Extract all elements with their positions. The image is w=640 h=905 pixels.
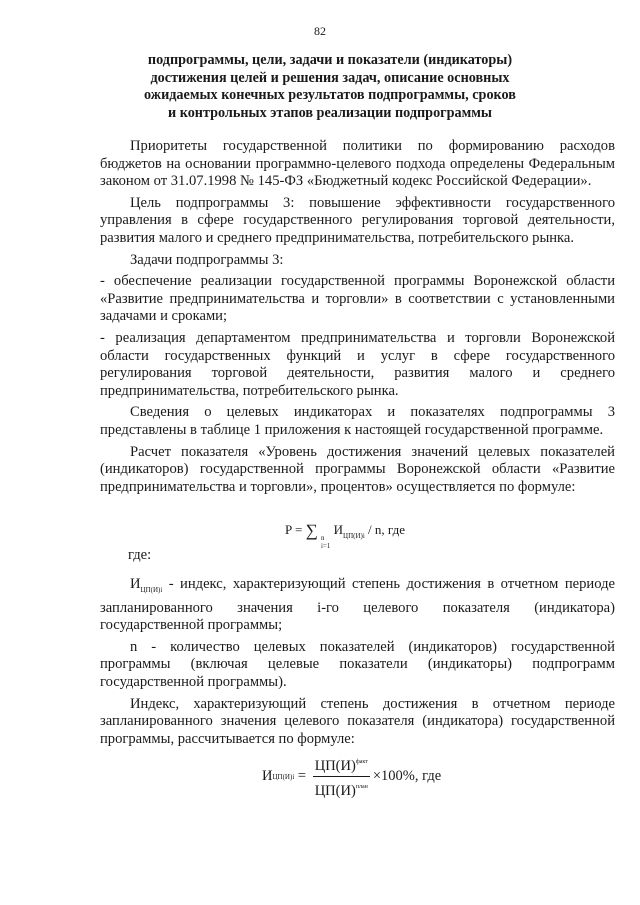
formula-lhs: P = bbox=[285, 522, 306, 537]
definition-symbol: n bbox=[130, 638, 138, 655]
paragraph-priorities: Приоритеты государственной политики по формированию расходов бюджетов на основании программно-целевого подхода определены Федеральным законом от 31.07.1998 № 145-ФЗ «Бюджетный кодекс Российской Федерации». bbox=[100, 138, 615, 190]
definition-symbol: И bbox=[130, 576, 141, 592]
definition-text: - количество целевых показателей (индикаторов) государственной программы (включая целевые показатели (индикаторы) подпрограмм государственной программы). bbox=[100, 638, 615, 690]
paragraph-goal: Цель подпрограммы 3: повышение эффективности государственного управления в сфере государственного регулирования торговой деятельности, развития малого и среднего предпринимательства, потребительского рынка. bbox=[100, 194, 615, 246]
fraction bbox=[313, 752, 370, 801]
denominator-sup: план bbox=[355, 784, 368, 790]
document-body bbox=[100, 138, 615, 500]
formula-index bbox=[262, 752, 441, 801]
formula2-eq: = bbox=[294, 768, 310, 784]
definition-symbol-sub: ЦП(И) bbox=[140, 586, 161, 594]
formula-term: И bbox=[333, 522, 344, 537]
sigma-symbol: ∑ bbox=[305, 521, 318, 540]
where-label: где: bbox=[128, 547, 152, 563]
paragraph-task-1: - обеспечение реализации государственной программы Воронежской области «Развитие предпринимательства и торговли» в соответствии с установленными задачами и сроками; bbox=[100, 273, 615, 325]
denominator-text: ЦП(И) bbox=[314, 783, 356, 799]
heading-line: достижения целей и решения задач, описание основных bbox=[150, 69, 510, 86]
section-heading bbox=[100, 52, 560, 122]
formula2-lhs-sub: ЦП(И) bbox=[272, 772, 293, 781]
definition-text: - индекс, характеризующий степень достижения в отчетном периоде запланированного значения i-го целевого показателя (индикатора) государственной программы; bbox=[100, 576, 615, 634]
formula2-lhs-idx: i bbox=[292, 772, 295, 781]
formula2-lhs: И bbox=[262, 768, 273, 784]
formula-rest: / n, где bbox=[368, 522, 405, 537]
fraction-numerator bbox=[313, 752, 370, 777]
sigma-limits bbox=[321, 534, 330, 550]
formula-term-sub: ЦП(И) bbox=[343, 532, 363, 540]
page-number: 82 bbox=[314, 24, 326, 38]
definition-index bbox=[100, 576, 615, 635]
numerator-sup: факт bbox=[355, 759, 368, 765]
numerator-text: ЦП(И) bbox=[314, 758, 356, 774]
paragraph-task-2: - реализация департаментом предпринимательства и торговли Воронежской области государственных функций и услуг в сфере государственного регулирования торговой деятельности, развития малого и среднего предпринимательства, потребительского рынка. bbox=[100, 329, 615, 399]
formula2-rest: ×100%, где bbox=[372, 768, 442, 784]
paragraph-indicators: Сведения о целевых индикаторах и показателях подпрограммы 3 представлены в таблице 1 приложения к настоящей государственной программе. bbox=[100, 404, 615, 438]
formula-term-idx: i bbox=[362, 532, 365, 540]
document-body-continued bbox=[100, 576, 615, 752]
heading-line: ожидаемых конечных результатов подпрограммы, сроков bbox=[144, 87, 516, 103]
sigma-upper: n bbox=[320, 534, 325, 542]
formula-sum bbox=[285, 521, 405, 550]
definition-symbol-idx: i bbox=[160, 586, 163, 594]
paragraph-index-formula: Индекс, характеризующий степень достижения в отчетном периоде запланированного значения целевого показателя (индикатора) государственной программы, рассчитывается по формуле: bbox=[100, 695, 615, 747]
definition-count bbox=[100, 639, 615, 692]
heading-line: подпрограммы, цели, задачи и показатели (индикаторы) bbox=[147, 52, 513, 68]
paragraph-tasks-title: Задачи подпрограммы 3: bbox=[130, 251, 284, 268]
fraction-denominator bbox=[313, 777, 370, 801]
sigma-lower: i=1 bbox=[320, 542, 331, 550]
heading-line: и контрольных этапов реализации подпрограммы bbox=[167, 104, 492, 121]
paragraph-calculation: Расчет показателя «Уровень достижения значений целевых показателей (индикаторов) государственной программы Воронежской области «Развитие предпринимательства и торговли», процентов» осуществляется по формуле: bbox=[100, 443, 615, 495]
